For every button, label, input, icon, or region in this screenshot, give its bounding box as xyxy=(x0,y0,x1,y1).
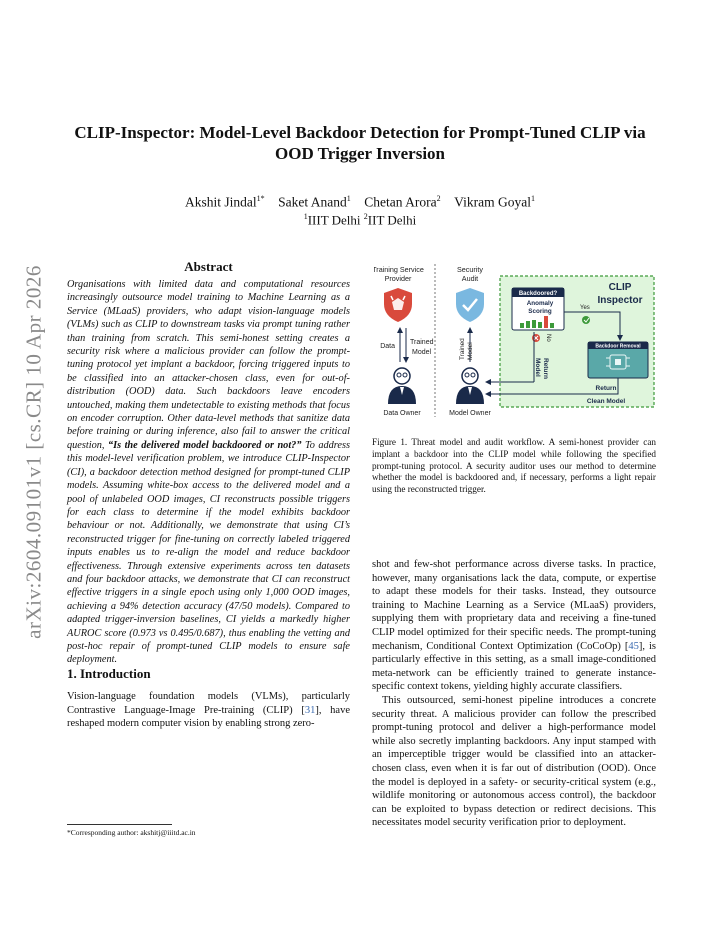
trained-model-vertical-label: Trained xyxy=(459,338,466,360)
yes-label: Yes xyxy=(580,305,590,311)
paragraph: This outsourced, semi-honest pipeline introduces a concrete security threat. A malicious provider can follow the prescribed prompt-tuning protocol and deliver a high-performance model while also secretly implanting backdoors. Any input stamped with an imperceptible trigger would be classified into an attacker-chosen class, even when it is far out of distribution (OOD). Once the model is deployed in a safety- or security-critical system (e.g., wildlife monitoring or autonomous access control), the backdoor can be exploited to bypass detection or redirect decisions. This necessitates model security verification prior to deployment. xyxy=(372,694,656,829)
citation-link[interactable]: 45 xyxy=(628,640,639,652)
audit-shield-icon xyxy=(456,288,484,322)
author-sup: 1* xyxy=(256,194,265,203)
return-clean-label: Return xyxy=(595,385,617,392)
abstract-text: Organisations with limited data and computational resources increasingly outsource model training to Machine Learning as a Service (MLaaS) providers, who adapt vision-language models (VLMs) such as CLIP to downstream tasks via prompt tuning rather than training from scratch. This semi-honest setting creates a security risk where a malicious provider can follow the prompt-tuning protocol yet implant a backdoor, forcing triggered inputs to be classified into an attacker-chosen class, even for out-of-distribution (OOD) data. Such backdoors leave encoders untouched, making them undetectable to existing methods that focus on encoder corruption. Other data-level methods that sanitize data before training or during inference, also fail to answer the critical question, xyxy=(67,279,350,451)
intro-text: Vision-language foundation models (VLMs), particularly Contrastive Language-Image Pre-training (CLIP) [ xyxy=(67,691,350,716)
figure-caption: Figure 1. Threat model and audit workflow. A semi-honest provider can implant a backdoor into the CLIP model while following the specified prompt-tuning protocol. A security auditor uses our method to determine whether the model is backdoored and, if necessary, performs a light repair using the reconstructed trigger. xyxy=(372,437,656,495)
author-sup: 1 xyxy=(346,194,351,203)
threat-model-diagram xyxy=(374,262,656,422)
author-sup: 1 xyxy=(530,194,535,203)
return-clean-label: Clean Model xyxy=(586,398,626,405)
author-sup: 2 xyxy=(436,194,441,203)
affil-sup: 2 xyxy=(363,212,368,221)
abstract-body xyxy=(67,278,350,667)
paragraph-text: ], is particularly effective in this setting, as a small image-conditioned meta-network can be efficiently trained to generate instance-specific context tokens, yielding highly accurate classifiers. xyxy=(372,640,657,693)
affil-name: IIT Delhi xyxy=(367,212,417,228)
training-provider-label: Provider xyxy=(384,274,412,283)
security-audit-label: Audit xyxy=(461,274,479,283)
arxiv-id: arXiv:2604.09101v1 [cs.CR] 10 Apr 2026 xyxy=(21,265,46,639)
data-owner-label: Data Owner xyxy=(383,410,421,417)
intro-text: ], have reshaped modern computer vision by enabling strong zero- xyxy=(67,704,350,730)
citation-link[interactable]: 31 xyxy=(304,704,316,716)
backdoor-removal-label: Backdoor Removal xyxy=(595,343,641,350)
affiliations xyxy=(60,208,660,229)
arxiv-sidebar-stamp xyxy=(14,262,54,642)
data-label: Data xyxy=(380,343,395,350)
model-owner-label: Model Owner xyxy=(449,410,491,417)
affil-sup: 1 xyxy=(303,212,308,221)
author-name: Vikram Goyal xyxy=(454,194,531,210)
anomaly-label: Anomaly xyxy=(526,300,554,307)
yes-check-icon xyxy=(582,316,590,324)
backdoored-label: Backdoored? xyxy=(518,291,558,297)
author-name: Akshit Jindal xyxy=(185,194,257,210)
return-model-label: Return xyxy=(542,358,549,379)
footnote-rule xyxy=(67,824,172,825)
right-column-body xyxy=(372,558,656,830)
intro-body xyxy=(67,690,350,731)
intro-heading: 1. Introduction xyxy=(67,666,151,681)
security-audit-label: Security xyxy=(457,265,483,274)
model-owner-avatar-icon xyxy=(456,368,484,404)
trained-model-label: Trained xyxy=(410,339,434,346)
footnote: *Corresponding author: akshitj@iiitd.ac.in xyxy=(67,828,196,837)
return-model-label: Model xyxy=(534,358,541,377)
affil-name: IIIT Delhi xyxy=(307,212,361,228)
paragraph-text: shot and few-shot performance across diverse tasks. In practice, however, many organisations lack the data, compute, or expertise to adapt these models for their tasks. Instead, they outsource training to Machine Learning as a Service (MLaaS) providers, supplying them with proprietary data and receiving a fine-tuned CLIP model optimized for their specific needs. The prompt-tuning mechanism, Conditional Context Optimization (CoCoOp) [ xyxy=(372,559,656,652)
clip-inspector-title: Inspector xyxy=(597,295,643,306)
figure-1 xyxy=(374,262,656,422)
paragraph xyxy=(372,558,656,694)
abstract-text: To address this model-level verification problem, we introduce CLIP-Inspector (CI), a backdoor detection method designed for prompt-tuned CLIP models. Assuming white-box access to the delivered model and a pool of unlabeled OOD images, CI reconstructs possible triggers for each class to determine if the model exhibits backdoor behaviour or not. Additionally, we demonstrate that using CI’s reconstructed trigger for fine-tuning on correctly labeled triggered inputs enables us to re-align the model and reduce backdoor effectiveness. Through extensive experiments across ten datasets and four backdoor attacks, we demonstrate that CI can reconstruct effective triggers in a single epoch using only 1,000 OOD images, achieving a 94% detection accuracy (47/50 models). Compared to adapted trigger-inversion baselines, CI yields a markedly higher AUROC score (0.973 vs 0.495/0.687), thus enabling the vetting and post-hoc repair of prompt-tuned CLIP models to ensure safe deployment. xyxy=(67,439,351,666)
author-name: Saket Anand xyxy=(278,194,347,210)
paper-title: CLIP-Inspector: Model-Level Backdoor Detection for Prompt-Tuned CLIP via OOD Trigger Inversion xyxy=(74,123,646,163)
trained-model-vertical-label: Model xyxy=(467,342,474,360)
data-owner-avatar-icon xyxy=(388,368,416,404)
trained-model-label: Model xyxy=(412,349,432,356)
abstract-heading: Abstract xyxy=(184,259,233,274)
no-label: No xyxy=(545,334,551,342)
training-provider-label: Training Service xyxy=(374,265,424,274)
author-name: Chetan Arora xyxy=(364,194,437,210)
clip-inspector-title: CLIP xyxy=(608,282,632,293)
malicious-shield-icon xyxy=(384,288,412,322)
anomaly-label: Scoring xyxy=(528,308,552,315)
abstract-question: “Is the delivered model backdoored or not?” xyxy=(107,439,302,451)
